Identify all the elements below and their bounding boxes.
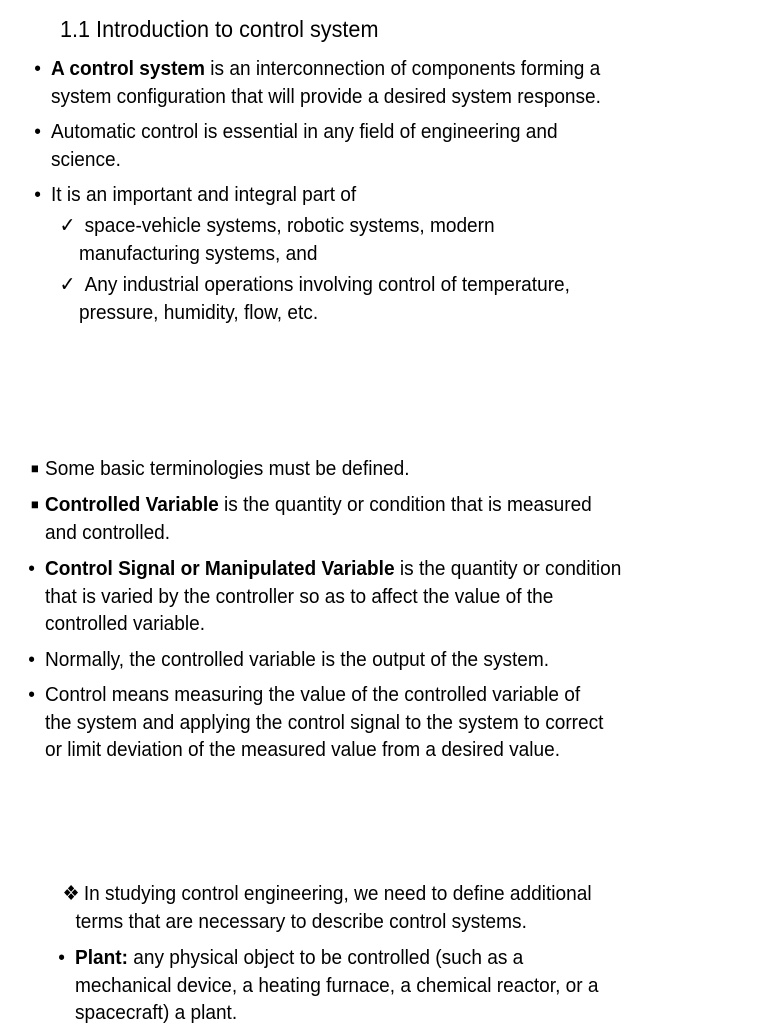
diamond-item-additional-terms [62,880,592,935]
text-line [75,944,599,972]
text-line: that is varied by the controller so as to affect the value of the [45,584,554,608]
text-line [51,55,601,83]
term-control-signal: Control Signal or Manipulated Variable [45,557,395,580]
bullet-dot: • [28,557,35,580]
bullet-dot: • [34,57,41,80]
bullet-dot: • [28,683,35,706]
term-plant: Plant: [75,946,128,969]
text-line: Some basic terminologies must be defined. [45,457,410,480]
text-line: In studying control engineering, we need to define additional [83,882,592,905]
square-bullet-icon: ■ [31,460,39,476]
text-line: It is an important and integral part of [51,183,357,206]
check-item-industrial-operations [59,271,570,326]
text-line: or limit deviation of the measured value from a desired value. [45,738,561,761]
check-mark-icon: ✓ [59,214,76,237]
square-bullet-icon: ■ [31,496,39,512]
bullet-dot: • [34,183,41,206]
bullet-dot: • [34,120,41,143]
bullet-dot: • [58,946,65,969]
text-line: manufacturing systems, and [79,241,318,265]
text-fragment: is the quantity or condition [394,557,622,580]
text-line: Normally, the controlled variable is the output of the system. [45,648,550,671]
text-line: pressure, humidity, flow, etc. [79,300,319,324]
term-controlled-variable: Controlled Variable [45,493,219,516]
text-line: Automatic control is essential in any field of engineering and [51,120,558,143]
bullet-control-signal [28,555,622,638]
bullet-control-means [28,681,604,764]
text-line: and controlled. [45,520,171,544]
check-item-space-vehicle [59,212,495,267]
text-line: Control means measuring the value of the controlled variable of [45,683,581,706]
page-title: 1.1 Introduction to control system [60,16,379,42]
text-line: science. [51,147,121,171]
square-item-basic-terminologies [31,455,410,483]
bullet-output-of-system [28,646,550,674]
text-line: mechanical device, a heating furnace, a chemical reactor, or a [75,973,599,997]
bullet-integral-part [34,181,357,209]
square-item-controlled-variable [31,491,592,546]
bullet-plant-definition [58,944,599,1027]
text-line: system configuration that will provide a desired system response. [51,84,601,108]
text-line: Any industrial operations involving control of temperature, [84,273,570,296]
text-line: space-vehicle systems, robotic systems, modern [84,214,495,237]
bullet-dot: • [28,648,35,671]
text-fragment: any physical object to be controlled (such as a [127,946,524,969]
term-control-system: A control system [51,57,205,80]
text-line [45,491,592,519]
text-line: spacecraft) a plant. [75,1001,238,1024]
text-line: controlled variable. [45,612,206,635]
bullet-automatic-control [34,118,558,173]
text-line [45,555,621,583]
text-fragment: is the quantity or condition that is measured [218,493,592,516]
text-line: terms that are necessary to describe control systems. [75,909,527,933]
bullet-control-system-definition [34,55,601,110]
check-mark-icon: ✓ [59,273,76,296]
text-fragment: is an interconnection of components forming a [204,57,601,80]
diamond-bullet-icon: ❖ [62,882,80,905]
text-line: the system and applying the control signal to the system to correct [45,710,604,734]
